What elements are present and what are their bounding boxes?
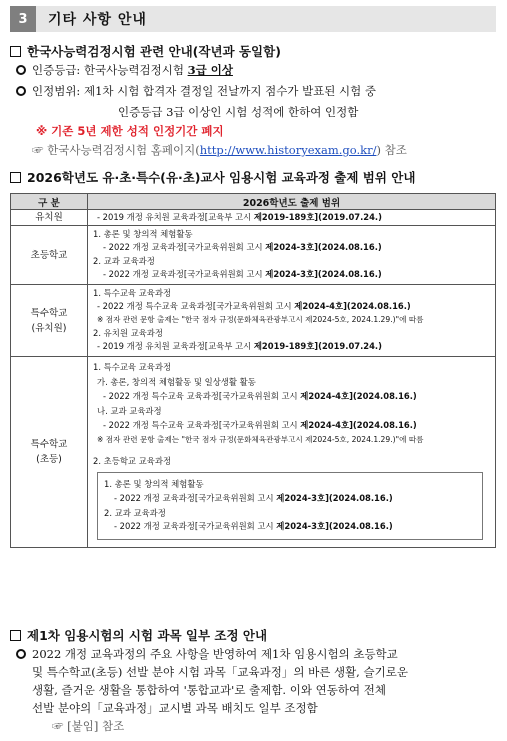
first-exam-para-3: 생활, 즐거운 생활을 통합하여 '통합교과'로 출제함. 이와 연동하여 전체 [32,683,386,697]
checkbox-icon [10,172,21,183]
checkbox-icon [10,630,21,641]
scope-special-kindergarten: 1. 특수교육 교육과정 - 2022 개정 특수교육 교육과정[국가교육위원회 고시 제2024-4호](2024.08.16.) ※ 점자 관련 문항 출제는 "한국 점자 규정(문화체육관광부고시 제2024-5호, 2024.1.29.)"에 따름 2. 유치원 교육과정 - 2019 개정 유치원 교육과정[교육부 고시 제2019-189호](2019.07.24.) [88,285,496,357]
section-header [10,6,496,32]
grade-line: 인증등급: 한국사능력검정시험 3급 이상 [16,62,233,78]
circle-bullet-icon [16,65,26,75]
table-header-row [11,194,496,210]
category-special-kindergarten: 특수학교 (유치원) [11,285,88,357]
circle-bullet-icon [16,86,26,96]
table-row [11,226,496,285]
first-exam-para-4: 선발 분야의「교육과정」교시별 과목 배치도 일부 조정함 [32,701,318,715]
curriculum-table [10,193,496,548]
braille-note: ※ 점자 관련 문항 출제는 "한국 점자 규정(문화체육관광부고시 제2024-5호, 2024.1.29.)"에 따름 [97,315,424,325]
braille-note: ※ 점자 관련 문항 출제는 "한국 점자 규정(문화체육관광부고시 제2024-5호, 2024.1.29.)"에 따름 [97,435,424,444]
category-kindergarten: 유치원 [11,210,88,226]
section-number: 3 [10,6,36,32]
reference-line: ☞ 한국사능력검정시험 홈페이지(http://www.historyexam.go.kr/) 참조 [32,143,407,157]
category-special-elementary: 특수학교 (초등) [11,357,88,548]
range-continued: 인증등급 3급 이상인 시험 성적에 한하여 인정함 [118,105,359,119]
notice-line: ※ 기존 5년 제한 성적 인정기간 폐지 [36,124,224,138]
header-category: 구 분 [11,194,88,210]
range-line: 인정범위: 제1차 시험 합격자 결정일 전날까지 점수가 발표된 시험 중 [16,83,376,99]
checkbox-icon [10,46,21,57]
curriculum-heading: 2026학년도 유·초·특수(유·초)교사 임용시험 교육과정 출제 범위 안내 [10,168,415,186]
scope-kindergarten: - 2019 개정 유치원 교육과정[교육부 고시 제2019-189호](2019.07.24.) [88,210,496,226]
first-exam-heading: 제1차 임용시험의 시험 과목 일부 조정 안내 [10,626,267,644]
table-row [11,210,496,226]
elementary-curriculum-box: 1. 총론 및 창의적 체험활동 - 2022 개정 교육과정[국가교육위원회 고시 제2024-3호](2024.08.16.) 2. 교과 교육과정 - 2022 개정 교육과정[국가교육위원회 고시 제2024-3호](2024.08.16.) [97,472,483,540]
header-scope: 2026학년도 출제 범위 [88,194,496,210]
table-row [11,357,496,548]
section-title: 기타 사항 안내 [48,12,147,28]
scope-elementary: 1. 총론 및 창의적 체험활동 - 2022 개정 교육과정[국가교육위원회 고시 제2024-3호](2024.08.16.) 2. 교과 교육과정 - 2022 개정 교육과정[국가교육위원회 고시 제2024-3호](2024.08.16.) [88,226,496,285]
circle-bullet-icon [16,649,26,659]
history-heading: 한국사능력검정시험 관련 안내(작년과 동일함) [10,42,281,60]
scope-special-elementary: 1. 특수교육 교육과정 가. 총론, 창의적 체험활동 및 일상생활 활동 - 2022 개정 특수교육 교육과정[국가교육위원회 고시 제2024-4호](2024.08.16.) 나. 교과 교육과정 - 2022 개정 특수교육 교육과정[국가교육위원회 고시 제2024-4호](2024.08.16.) ※ 점자 관련 문항 출제는 "한국 점자 규정(문화체육관광부고시 제2024-5호, 2024.1.29.)"에 따름 2. 초등학교 교육과정 1. 총론 및 창의적 체험활동 - 2022 개정 교육과정[국가교육위원회 고시 제2024-3호](2024.08.16.) 2. 교과 교육과정 - 2022 개정 교육과정[국가교육위원회 고시 제2024-3호](2024.08.16.) [88,357,496,548]
history-exam-link[interactable]: http://www.historyexam.go.kr/ [199,143,377,157]
first-exam-para-2: 및 특수학교(초등) 선발 분야 시험 과목「교육과정」의 바른 생활, 슬기로운 [32,665,408,679]
table-row [11,285,496,357]
first-exam-reference: ☞ [붙임] 참조 [52,719,125,733]
first-exam-para-1: 2022 개정 교육과정의 주요 사항을 반영하여 제1차 임용시험의 초등학교 [16,646,398,662]
category-elementary: 초등학교 [11,226,88,285]
